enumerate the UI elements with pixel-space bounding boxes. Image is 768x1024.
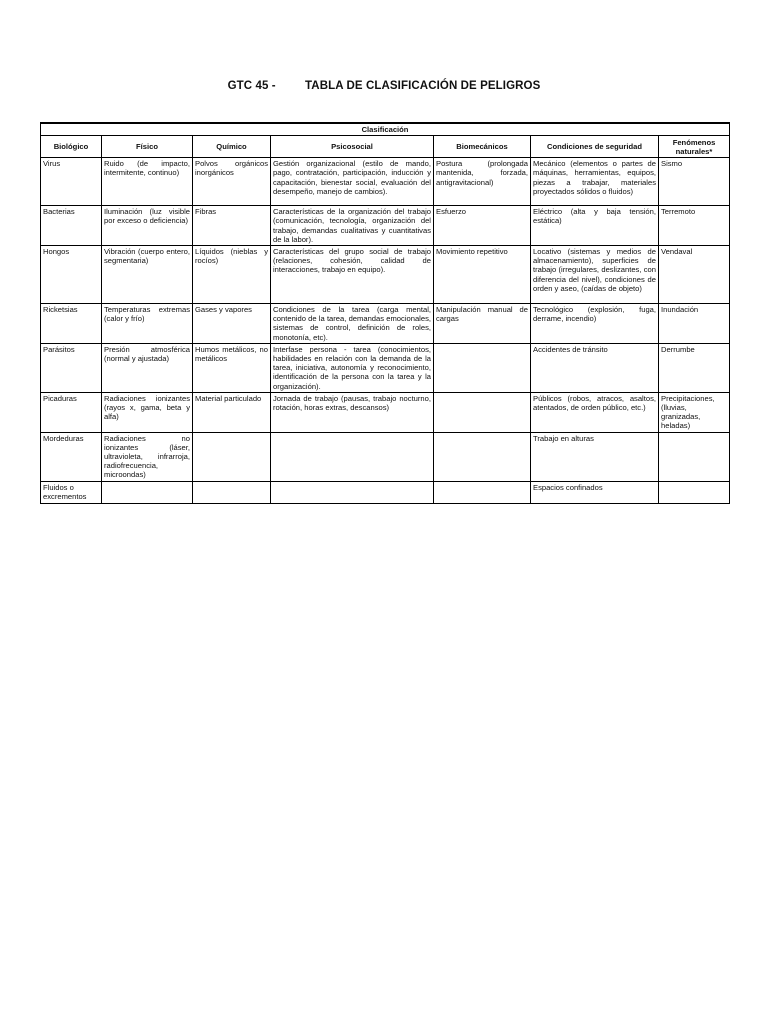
col-header-psicosocial: Psicosocial bbox=[271, 136, 434, 158]
table-cell: Accidentes de tránsito bbox=[531, 343, 659, 392]
col-header-quimico: Químico bbox=[193, 136, 271, 158]
group-header: Clasificación bbox=[41, 123, 730, 136]
table-cell: Gases y vapores bbox=[193, 304, 271, 344]
col-header-fenomenos-naturales: Fenómenos naturales* bbox=[659, 136, 730, 158]
table-row bbox=[41, 158, 730, 206]
table-cell: Interfase persona - tarea (conocimientos, habilidades en relación con la demanda de la tarea, iniciativa, autonomía y reconocimiento, identificación de la persona con la tarea y la organización). bbox=[271, 343, 434, 392]
table-cell: Parásitos bbox=[41, 343, 102, 392]
table-cell: Bacterias bbox=[41, 206, 102, 246]
table-cell: Públicos (robos, atracos, asaltos, atentados, de orden público, etc.) bbox=[531, 392, 659, 432]
table-cell: Fluidos o excrementos bbox=[41, 481, 102, 503]
col-header-biomecanicos: Biomecánicos bbox=[434, 136, 531, 158]
table-cell: Gestión organizacional (estilo de mando, pago, contratación, participación, inducción y capacitación, bienestar social, evaluación del desempeño, manejo de cambios). bbox=[271, 158, 434, 206]
table-cell: Sismo bbox=[659, 158, 730, 206]
page-title bbox=[0, 80, 768, 92]
table-cell: Trabajo en alturas bbox=[531, 432, 659, 481]
table-row bbox=[41, 246, 730, 304]
table-cell: Presión atmosférica (normal y ajustada) bbox=[102, 343, 193, 392]
table-cell: Eléctrico (alta y baja tensión, estática) bbox=[531, 206, 659, 246]
table-cell: Manipulación manual de cargas bbox=[434, 304, 531, 344]
table-row bbox=[41, 206, 730, 246]
table-cell: Derrumbe bbox=[659, 343, 730, 392]
title-text: TABLA DE CLASIFICACIÓN DE PELIGROS bbox=[305, 80, 541, 92]
col-header-biologico: Biológico bbox=[41, 136, 102, 158]
table-cell: Vibración (cuerpo entero, segmentaria) bbox=[102, 246, 193, 304]
table-cell bbox=[193, 432, 271, 481]
table-cell: Condiciones de la tarea (carga mental, contenido de la tarea, demandas emocionales, sistemas de control, definición de roles, monotonía, etc). bbox=[271, 304, 434, 344]
table-cell: Humos metálicos, no metálicos bbox=[193, 343, 271, 392]
table-cell bbox=[102, 481, 193, 503]
table-cell bbox=[193, 481, 271, 503]
table-cell: Locativo (sistemas y medios de almacenamiento), superficies de trabajo (irregulares, deslizantes, con diferencia del nivel), condiciones de orden y aseo, (caídas de objeto) bbox=[531, 246, 659, 304]
table-cell: Iluminación (luz visible por exceso o deficiencia) bbox=[102, 206, 193, 246]
table-cell bbox=[659, 432, 730, 481]
table-cell: Polvos orgánicos inorgánicos bbox=[193, 158, 271, 206]
col-header-fisico: Físico bbox=[102, 136, 193, 158]
table-cell: Material particulado bbox=[193, 392, 271, 432]
table-cell bbox=[434, 432, 531, 481]
col-header-condiciones-seguridad: Condiciones de seguridad bbox=[531, 136, 659, 158]
table-cell bbox=[271, 481, 434, 503]
table-cell: Líquidos (nieblas y rocíos) bbox=[193, 246, 271, 304]
table-cell: Ricketsias bbox=[41, 304, 102, 344]
table-cell bbox=[434, 392, 531, 432]
table-cell: Fibras bbox=[193, 206, 271, 246]
table-row bbox=[41, 432, 730, 481]
table-row bbox=[41, 343, 730, 392]
table-cell: Radiaciones no ionizantes (láser, ultravioleta, infrarroja, radiofrecuencia, microondas) bbox=[102, 432, 193, 481]
table-cell: Mecánico (elementos o partes de máquinas, herramientas, equipos, piezas a trabajar, materiales proyectados sólidos o fluidos) bbox=[531, 158, 659, 206]
table-row bbox=[41, 304, 730, 344]
table-cell: Jornada de trabajo (pausas, trabajo nocturno, rotación, horas extras, descansos) bbox=[271, 392, 434, 432]
table-cell bbox=[659, 481, 730, 503]
title-code: GTC 45 - bbox=[227, 80, 276, 92]
table-cell: Virus bbox=[41, 158, 102, 206]
table-row bbox=[41, 392, 730, 432]
hazard-classification-table bbox=[40, 122, 730, 504]
table-cell: Características de la organización del trabajo (comunicación, tecnología, organización del trabajo, demandas cualitativas y cuantitativas de la labor). bbox=[271, 206, 434, 246]
table-cell: Radiaciones ionizantes (rayos x, gama, beta y alfa) bbox=[102, 392, 193, 432]
table-cell bbox=[434, 481, 531, 503]
table-cell: Esfuerzo bbox=[434, 206, 531, 246]
table-cell: Vendaval bbox=[659, 246, 730, 304]
table-cell: Postura (prolongada mantenida, forzada, antigravitacional) bbox=[434, 158, 531, 206]
table-cell: Mordeduras bbox=[41, 432, 102, 481]
table-cell bbox=[271, 432, 434, 481]
table-cell: Espacios confinados bbox=[531, 481, 659, 503]
table-cell: Movimiento repetitivo bbox=[434, 246, 531, 304]
table-cell: Hongos bbox=[41, 246, 102, 304]
table-cell: Temperaturas extremas (calor y frío) bbox=[102, 304, 193, 344]
table-cell: Picaduras bbox=[41, 392, 102, 432]
table-cell: Ruido (de impacto, intermitente, continuo) bbox=[102, 158, 193, 206]
table-row bbox=[41, 481, 730, 503]
table-cell: Tecnológico (explosión, fuga, derrame, incendio) bbox=[531, 304, 659, 344]
table-cell: Terremoto bbox=[659, 206, 730, 246]
table-cell: Precipitaciones, (lluvias, granizadas, heladas) bbox=[659, 392, 730, 432]
table-cell bbox=[434, 343, 531, 392]
table-cell: Inundación bbox=[659, 304, 730, 344]
table-cell: Características del grupo social de trabajo (relaciones, cohesión, calidad de interacciones, trabajo en equipo). bbox=[271, 246, 434, 304]
